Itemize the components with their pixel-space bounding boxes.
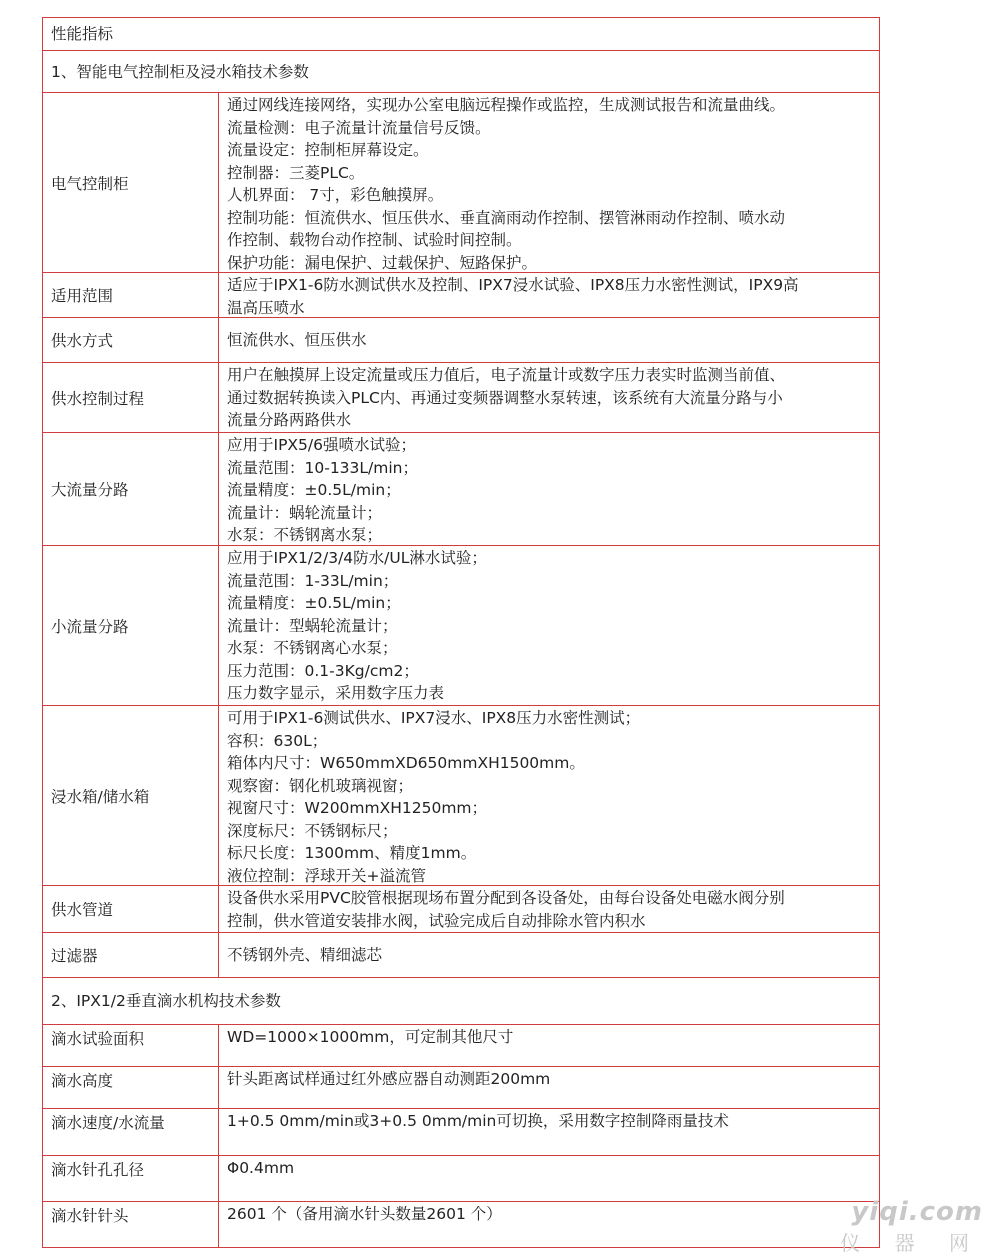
value-line: 设备供水采用PVC胶管根据现场布置分配到各设备处，由每台设备处电磁水阀分别	[227, 889, 785, 907]
table-row	[42, 705, 880, 885]
value-line: 箱体内尺寸：W650mmXD650mmXH1500mm。	[227, 754, 585, 772]
row-label: 大流量分路	[43, 433, 219, 545]
value-line: 恒流供水、恒压供水	[227, 330, 367, 349]
row-label: 供水控制过程	[43, 363, 219, 432]
section-row	[42, 50, 880, 92]
row-value: 1+0.5 0mm/min或3+0.5 0mm/min可切换，采用数字控制降雨量技术	[227, 1112, 729, 1130]
row-label: 滴水速度/水流量	[43, 1109, 219, 1155]
table-header: 性能指标	[51, 25, 114, 43]
spec-table	[42, 17, 880, 1248]
section-row	[42, 977, 880, 1024]
table-row	[42, 932, 880, 977]
row-label: 滴水试验面积	[43, 1025, 219, 1066]
row-value	[219, 933, 879, 977]
value-line: 控制功能：恒流供水、恒压供水、垂直滴雨动作控制、摆管淋雨动作控制、喷水动	[227, 208, 786, 227]
value-line: 控制器：三菱PLC。	[227, 163, 365, 182]
watermark-cn: 仪 器 网	[840, 1231, 983, 1255]
value-line: 温高压喷水	[227, 298, 305, 317]
row-label: 滴水针针头	[43, 1202, 219, 1247]
row-value	[219, 318, 879, 362]
table-row	[42, 92, 880, 272]
table-row	[42, 1066, 880, 1108]
table-row	[42, 545, 880, 705]
value-line: 水泵：不锈钢离心水泵；	[227, 639, 398, 657]
value-line: 水泵：不锈钢离水泵；	[227, 526, 383, 544]
value-line: 可用于IPX1-6测试供水、IPX7浸水、IPX8压力水密性测试；	[227, 709, 641, 727]
value-line: 深度标尺：不锈钢标尺；	[227, 821, 398, 840]
value-line: 不锈钢外壳、精细滤芯	[227, 945, 383, 964]
row-value	[219, 886, 879, 932]
value-line: 流量计：型蜗轮流量计；	[227, 616, 398, 635]
value-line: 通过数据转换读入PLC内、再通过变频器调整水泵转速，该系统有大流量分路与小	[227, 388, 783, 407]
table-row	[42, 1201, 880, 1248]
value-line: 流量分路两路供水	[227, 411, 352, 429]
row-label: 供水管道	[43, 886, 219, 932]
value-line: 流量精度：±0.5L/min；	[227, 594, 401, 612]
value-line: 流量检测：电子流量计流量信号反馈。	[227, 118, 491, 137]
row-label: 适用范围	[43, 273, 219, 317]
value-line: 容积：630L；	[227, 731, 328, 750]
row-value: 2601 个（备用滴水针头数量2601 个）	[227, 1205, 502, 1223]
row-label: 小流量分路	[43, 546, 219, 705]
value-line: 保护功能：漏电保护、过载保护、短路保护。	[227, 253, 538, 272]
value-line: 应用于IPX5/6强喷水试验；	[227, 436, 416, 454]
value-line: 人机界面： 7寸，彩色触摸屏。	[227, 186, 444, 204]
value-line: 液位控制：浮球开关+溢流管	[227, 866, 426, 885]
value-line: 流量设定：控制柜屏幕设定。	[227, 141, 429, 159]
value-line: 视窗尺寸：W200mmXH1250mm；	[227, 799, 488, 817]
value-line: 流量范围：1-33L/min；	[227, 571, 399, 590]
row-value	[219, 363, 879, 432]
row-value	[219, 706, 879, 885]
row-value	[219, 433, 879, 545]
value-line: 应用于IPX1/2/3/4防水/UL淋水试验；	[227, 549, 487, 567]
value-line: 用户在触摸屏上设定流量或压力值后，电子流量计或数字压力表实时监测当前值、	[227, 366, 786, 384]
row-value	[219, 273, 879, 317]
value-line: 控制，供水管道安装排水阀，试验完成后自动排除水管内积水	[227, 911, 646, 930]
row-label: 电气控制柜	[43, 93, 219, 272]
value-line: 流量范围：10-133L/min；	[227, 458, 418, 477]
value-line: 观察窗：钢化机玻璃视窗；	[227, 776, 414, 795]
value-line: 流量精度：±0.5L/min；	[227, 481, 401, 499]
section-title-2: 2、IPX1/2垂直滴水机构技术参数	[51, 992, 281, 1010]
row-value: WD=1000×1000mm，可定制其他尺寸	[227, 1028, 514, 1046]
table-row	[42, 885, 880, 932]
table-row	[42, 362, 880, 432]
row-label: 滴水高度	[43, 1067, 219, 1108]
value-line: 作控制、载物台动作控制、试验时间控制。	[227, 231, 522, 249]
value-line: 压力范围：0.1-3Kg/cm2；	[227, 661, 419, 680]
row-label: 浸水箱/储水箱	[43, 706, 219, 885]
header-row	[42, 17, 880, 50]
value-line: 通过网线连接网络，实现办公室电脑远程操作或监控，生成测试报告和流量曲线。	[227, 96, 786, 114]
value-line: 标尺长度：1300mm、精度1mm。	[227, 844, 477, 862]
row-value: Φ0.4mm	[227, 1159, 295, 1177]
row-value: 针头距离试样通过红外感应器自动测距200mm	[227, 1070, 551, 1088]
table-row	[42, 1108, 880, 1155]
row-value	[219, 93, 879, 272]
section-title-1: 1、智能电气控制柜及浸水箱技术参数	[51, 62, 309, 81]
value-line: 适应于IPX1-6防水测试供水及控制、IPX7浸水试验、IPX8压力水密性测试，IPX9高	[227, 276, 799, 294]
value-line: 流量计：蜗轮流量计；	[227, 503, 383, 522]
row-label: 供水方式	[43, 318, 219, 362]
row-label: 过滤器	[43, 933, 219, 977]
table-row	[42, 272, 880, 317]
table-row	[42, 317, 880, 362]
row-value	[219, 546, 879, 705]
table-row	[42, 1155, 880, 1201]
row-label: 滴水针孔孔径	[43, 1156, 219, 1201]
table-row	[42, 432, 880, 545]
watermark	[840, 1197, 983, 1256]
table-row	[42, 1024, 880, 1066]
watermark-site: yiqi.com	[851, 1197, 983, 1227]
value-line: 压力数字显示，采用数字压力表	[227, 684, 445, 702]
